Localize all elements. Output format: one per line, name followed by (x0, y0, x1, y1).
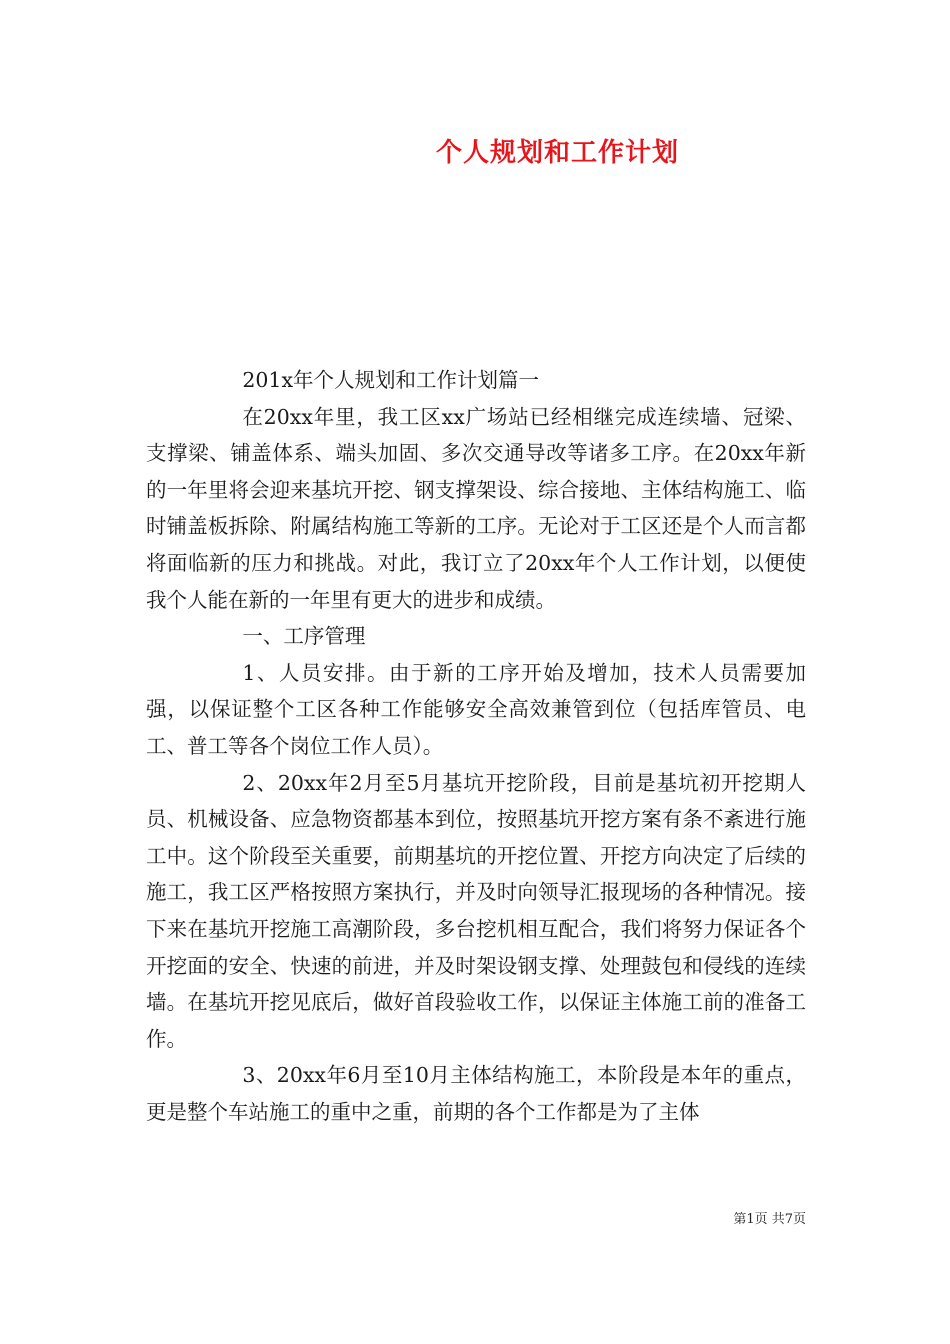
page-number-footer: 第1页 共7页 (733, 1212, 806, 1227)
document-body (146, 362, 806, 1130)
paragraph-item-1: 1、人员安排。由于新的工序开始及增加，技术人员需要加强，以保证整个工区各种工作能够安全高效兼管到位（包括库管员、电工、普工等各个岗位工作人员）。 (146, 660, 806, 758)
paragraph-item-3: 3、20xx年6月至10月主体结构施工，本阶段是本年的重点，更是整个车站施工的重中之重，前期的各个工作都是为了主体 (146, 1063, 806, 1124)
document-title: 个人规划和工作计划 (435, 138, 679, 168)
section-heading-process-management: 一、工序管理 (242, 624, 366, 649)
section-subtitle: 201x年个人规划和工作计划篇一 (242, 368, 540, 392)
paragraph-intro: 在20xx年里，我工区xx广场站已经相继完成连续墙、冠梁、支撑梁、铺盖体系、端头加固、多次交通导改等诸多工序。在20xx年新的一年里将会迎来基坑开挖、钢支撑架设、综合接地、主体结构施工、临时铺盖板拆除、附属结构施工等新的工序。无论对于工区还是个人而言都将面临新的压力和挑战。对此，我订立了20xx年个人工作计划，以便使我个人能在新的一年里有更大的进步和成绩。 (146, 404, 806, 612)
paragraph-item-2: 2、20xx年2月至5月基坑开挖阶段，目前是基坑初开挖期人员、机械设备、应急物资都基本到位，按照基坑开挖方案有条不紊进行施工中。这个阶段至关重要，前期基坑的开挖位置、开挖方向决定了后续的施工，我工区严格按照方案执行，并及时向领导汇报现场的各种情况。接下来在基坑开挖施工高潮阶段，多台挖机相互配合，我们将努力保证各个开挖面的安全、快速的前进，并及时架设钢支撑、处理鼓包和侵线的连续墙。在基坑开挖见底后，做好首段验收工作，以保证主体施工前的准备工作。 (146, 770, 806, 1051)
